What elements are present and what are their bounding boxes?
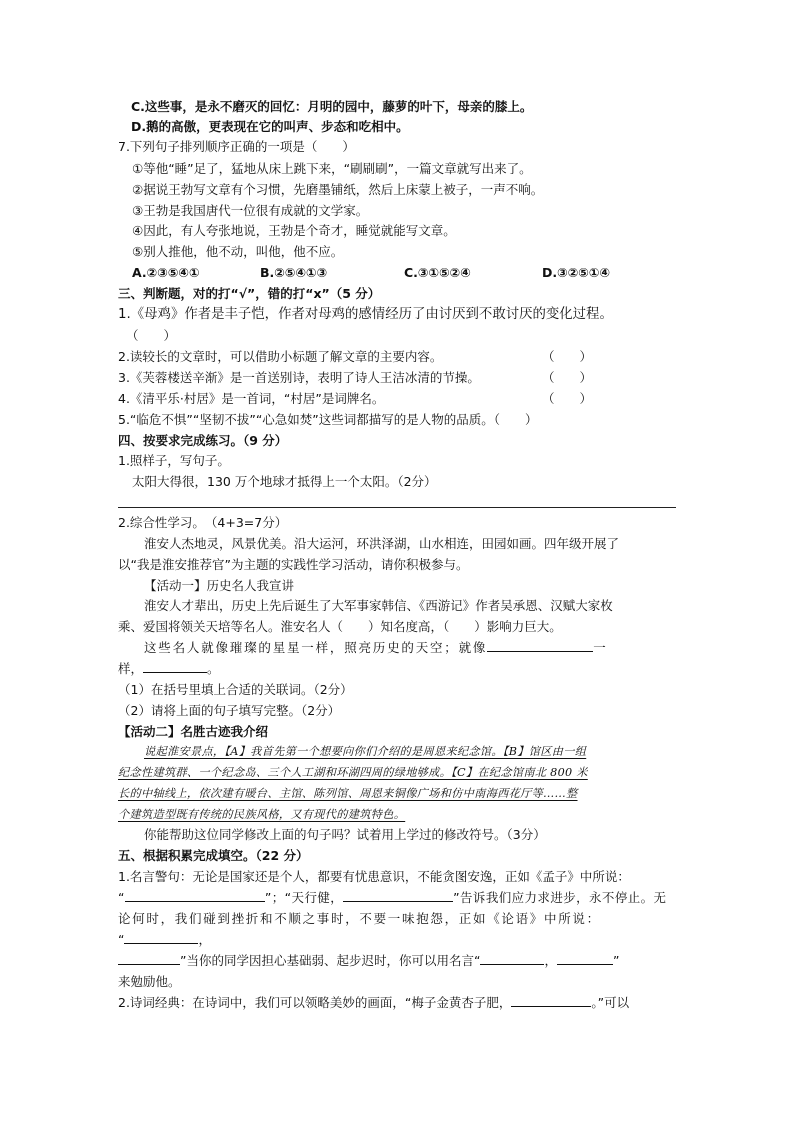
blank-field[interactable] [511,994,591,1007]
section4-title: 四、按要求完成练习。（9 分） [118,433,288,448]
text: 样， [118,661,144,676]
text: 一 [593,640,608,655]
q7-stem: 7.下列句子排列顺序正确的一项是（ ） [118,139,355,154]
q6-option-d: D.鹅的高傲，更表现在它的叫声、步态和吃相中。 [131,119,409,134]
activity2-line: 长的中轴线上，依次建有暖台、主馆、陈列馆、周恩来铜像广场和仿中南海西花厅等……整 [118,787,578,800]
s4-q1-example: 太阳大得很，130 万个地球才抵得上一个太阳。（2分） [132,474,437,489]
q7-option-a: A.②③⑤④① [132,265,200,280]
text: 2.诗词经典：在诗词中，我们可以领略美妙的画面，“梅子金黄杏子肥， [118,995,512,1010]
judge-paren: （ ） [542,370,593,385]
text: ” [612,953,620,968]
text: 这些名人就像璀璨的星星一样，照亮历史的天空；就像 [144,640,488,655]
s4-q1-title: 1.照样子，写句子。 [118,453,230,468]
activity1-fill-line [118,660,220,678]
q7-option-c: C.③①⑤②④ [404,265,471,280]
blank-field[interactable] [118,952,180,965]
blank-field[interactable] [124,931,198,944]
q7-option-d: D.③②⑤①④ [542,265,611,280]
section5-title: 五、根据积累完成填空。（22 分） [118,848,309,863]
activity1-para: 乘、爱国将领关天培等名人。淮安名人（ ）知名度高，（ ）影响力巨大。 [118,619,562,634]
activity2-line: 个建筑造型既有传统的民族风格，又有现代的建筑特色。 [118,808,406,821]
s5-q1-line: 来勉励他。 [118,974,181,989]
activity1-q2: （2）请将上面的句子填写完整。（2分） [118,703,341,718]
answer-line [118,507,676,508]
activity1-q1: （1）在括号里填上合适的关联词。（2分） [118,682,353,697]
s5-q1-line: 论何时，我们碰到挫折和不顺之事时，不要一味抱怨，正如《论语》中所说： [118,911,601,926]
blank-field[interactable] [125,889,265,902]
judge-item-1: 1.《母鸡》作者是丰子恺，作者对母鸡的感情经历了由讨厌到不敢讨厌的变化过程。 [118,307,613,322]
judge-paren: （ ） [542,349,593,364]
s4-intro-line: 以“我是淮安推荐官”为主题的实践性学习活动，请你积极参与。 [118,557,469,572]
s5-q1-line: 1.名言警句：无论是国家还是个人，都要有忧患意识，不能贪图安逸，正如《孟子》中所说： [118,869,630,884]
text: ， [198,932,211,947]
blank-field[interactable] [343,889,453,902]
q7-option-b: B.②⑤④①③ [260,265,328,280]
activity2-question: 你能帮助这位同学修改上面的句子吗？试着用上学过的修改符号。（3分） [144,827,546,842]
q7-sentence: ③王勃是我国唐代一位很有成就的文学家。 [132,203,369,218]
q7-sentence: ①等他“睡”足了，猛地从床上跳下来，“刷刷刷”，一篇文章就写出来了。 [132,161,532,176]
section3-title: 三、判断题，对的打“√”，错的打“x”（5 分） [118,286,381,301]
text: 。 [207,661,220,676]
s4-intro-line: 淮安人杰地灵，风景优美。沿大运河，环洪泽湖，山水相连，田园如画。四年级开展了 [144,536,620,551]
activity1-title: 【活动一】历史名人我宣讲 [144,578,295,593]
judge-item-2: 2.读较长的文章时，可以借助小标题了解文章的主要内容。 [118,349,443,364]
activity2-line: 说起淮安景点，【A】我首先第一个想要向你们介绍的是周恩来纪念馆。【B】馆区由一组 [144,745,587,758]
q7-sentence: ④因此，有人夸张地说，王勃是个奇才，睡觉就能写文章。 [132,223,456,238]
text: “ [118,932,125,947]
judge-paren: （ ） [542,391,593,406]
text: ”；“天行健， [264,890,344,905]
blank-field[interactable] [143,660,207,673]
s4-q2-title: 2.综合性学习。 （4+3=7分） [118,515,288,530]
judge-item-5: 5.“临危不惧”“坚韧不拔”“心急如焚”这些词都描写的是人物的品质。（ ） [118,412,538,427]
q7-sentence: ⑤别人推他，他不动，叫他，他不应。 [132,244,344,259]
text: ”告诉我们应力求进步，永不停止。无 [453,890,667,905]
text: 。”可以 [591,995,630,1010]
q6-option-c: C.这些事，是永不磨灭的回忆：月明的园中，藤萝的叶下，母亲的膝上。 [131,99,533,114]
judge-item-4: 4.《清平乐·村居》是一首词，“村居”是词牌名。 [118,391,385,406]
activity1-para: 淮安人才辈出，历史上先后诞生了大军事家韩信、《西游记》作者吴承恩、汉赋大家枚 [144,598,613,613]
judge-item-3: 3.《芙蓉楼送辛渐》是一首送别诗，表明了诗人王洁冰清的节操。 [118,370,480,385]
judge-item-1-paren: （ ） [126,328,177,343]
s5-q2-line [118,994,629,1012]
s5-q1-line [118,952,619,970]
blank-field[interactable] [480,952,544,965]
s5-q1-line [118,931,211,949]
text: “ [118,890,125,905]
q7-sentence: ②据说王勃写文章有个习惯，先磨墨铺纸，然后上床蒙上被子，一声不响。 [132,182,544,197]
blank-field[interactable] [487,639,593,652]
s5-q1-line [118,889,666,907]
activity2-line: 纪念性建筑群、一个纪念岛、三个人工湖和环湖四周的绿地够成。【C】在纪念馆南北 800 米 [118,766,588,779]
activity2-title: 【活动二】名胜古迹我介绍 [118,724,269,739]
activity1-fill-line [144,639,608,657]
text: ， [544,953,557,968]
text: ”当你的同学因担心基础弱、起步迟时，你可以用名言“ [180,953,481,968]
blank-field[interactable] [557,952,613,965]
